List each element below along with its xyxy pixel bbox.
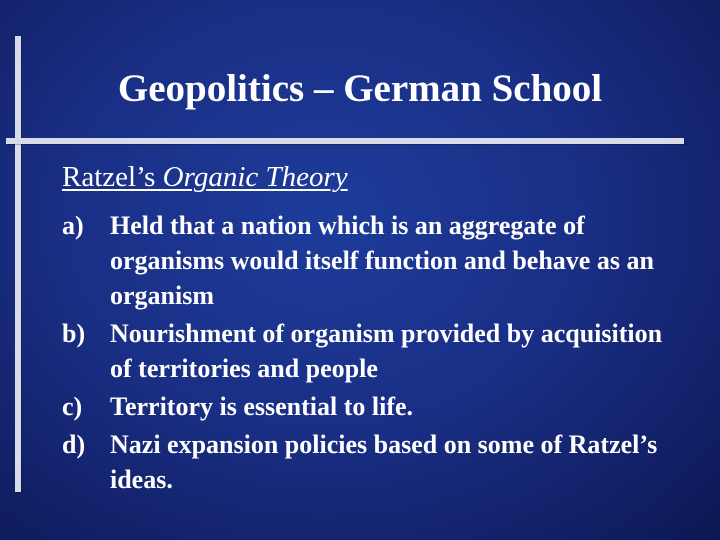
list-item bbox=[62, 316, 680, 386]
slide-title: Geopolitics – German School bbox=[117, 67, 603, 110]
list-item-text: Nourishment of organism provided by acquisition of territories and people bbox=[110, 319, 663, 383]
list-marker: d) bbox=[62, 430, 86, 459]
list-marker: c) bbox=[62, 392, 83, 421]
horizontal-rule bbox=[6, 138, 684, 144]
subtitle-emphasis: Organic Theory bbox=[162, 161, 348, 193]
list-item bbox=[62, 427, 680, 497]
subtitle-prefix: Ratzel’s bbox=[62, 161, 163, 193]
bullet-list bbox=[62, 208, 680, 500]
slide-subtitle bbox=[62, 162, 348, 194]
list-item bbox=[62, 208, 680, 313]
list-item-text: Territory is essential to life. bbox=[110, 392, 414, 421]
list-item bbox=[62, 389, 680, 424]
list-item-text: Nazi expansion policies based on some of Ratzel’s ideas. bbox=[110, 430, 658, 494]
list-marker: b) bbox=[62, 319, 86, 348]
vertical-rule bbox=[15, 36, 21, 492]
list-item-text: Held that a nation which is an aggregate of organisms would itself function and behave as an organism bbox=[110, 211, 654, 310]
list-marker: a) bbox=[62, 211, 84, 240]
